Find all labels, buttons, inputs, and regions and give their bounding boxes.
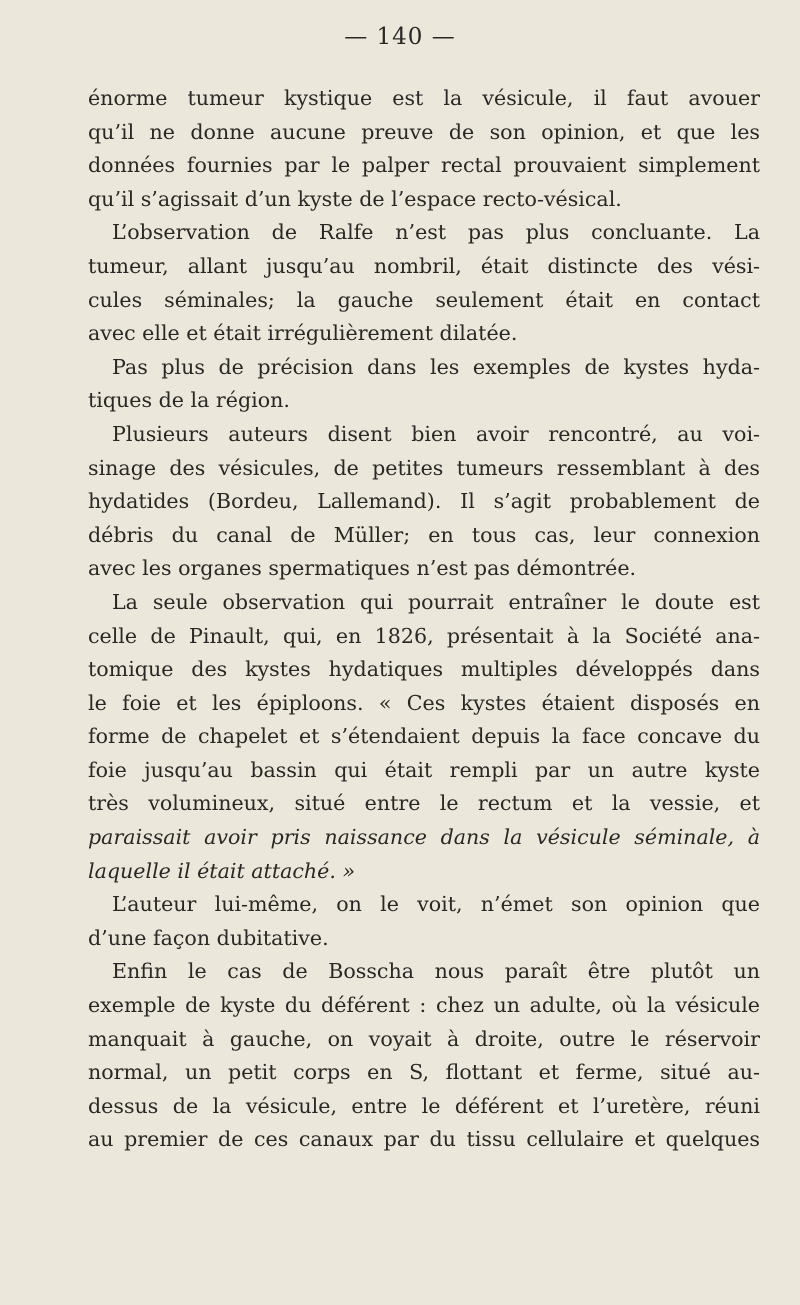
text-line: L’observation de Ralfe n’est pas plus concluante. La <box>112 220 760 245</box>
page-number: — 140 — <box>344 24 456 50</box>
text-line: débris du canal de Müller; en tous cas, leur connexion <box>88 522 760 547</box>
text-line: d’une façon dubitative. <box>88 925 329 950</box>
text-line: avec les organes spermatiques n’est pas démontrée. <box>88 556 637 581</box>
text-line: forme de chapelet et s’étendaient depuis la face concave du <box>88 724 760 749</box>
text-line: laquelle il était attaché. » <box>88 858 356 883</box>
text-line: paraissait avoir pris naissance dans la vésicule séminale, à <box>88 825 760 850</box>
text-line: dessus de la vésicule, entre le déférent et l’uretère, réuni <box>88 1093 760 1118</box>
text-line: manquait à gauche, on voyait à droite, outre le réservoir <box>88 1026 760 1051</box>
text-line: sinage des vésicules, de petites tumeurs ressemblant à des <box>88 455 760 480</box>
text-line: celle de Pinault, qui, en 1826, présentait à la Société ana- <box>88 623 760 648</box>
text-line: hydatides (Bordeu, Lallemand). Il s’agit probablement de <box>88 489 760 514</box>
text-line: énorme tumeur kystique est la vésicule, il faut avouer <box>88 86 760 110</box>
text-line: données fournies par le palper rectal prouvaient simplement <box>88 153 760 178</box>
text-line: La seule observation qui pourrait entraîner le doute est <box>112 589 760 614</box>
text-line: cules séminales; la gauche seulement était en contact <box>88 287 760 312</box>
text-line: exemple de kyste du déférent : chez un adulte, où la vésicule <box>88 993 760 1018</box>
text-line: le foie et les épiploons. « Ces kystes étaient disposés en <box>88 690 760 715</box>
text-line: avec elle et était irrégulièrement dilatée. <box>88 321 518 346</box>
text-line: Pas plus de précision dans les exemples de kystes hyda- <box>112 354 760 379</box>
body-text <box>88 82 760 1157</box>
text-line: au premier de ces canaux par du tissu cellulaire et quelques <box>88 1127 760 1152</box>
text-line: qu’il ne donne aucune preuve de son opinion, et que les <box>88 119 760 144</box>
text-line: Plusieurs auteurs disent bien avoir rencontré, au voi- <box>112 421 760 446</box>
text-line: très volumineux, situé entre le rectum et la vessie, et <box>88 791 760 816</box>
text-line: L’auteur lui-même, on le voit, n’émet son opinion que <box>112 892 760 917</box>
text-line: tiques de la région. <box>88 388 290 413</box>
text-line: foie jusqu’au bassin qui était rempli par un autre kyste <box>88 757 760 782</box>
text-line: tumeur, allant jusqu’au nombril, était distincte des vési- <box>88 253 760 278</box>
text-line: qu’il s’agissait d’un kyste de l’espace recto-vésical. <box>88 186 622 211</box>
text-line: Enfin le cas de Bosscha nous paraît être plutôt un <box>112 959 760 984</box>
text-line: normal, un petit corps en S, flottant et ferme, situé au- <box>88 1060 760 1085</box>
text-line: tomique des kystes hydatiques multiples développés dans <box>88 657 760 682</box>
